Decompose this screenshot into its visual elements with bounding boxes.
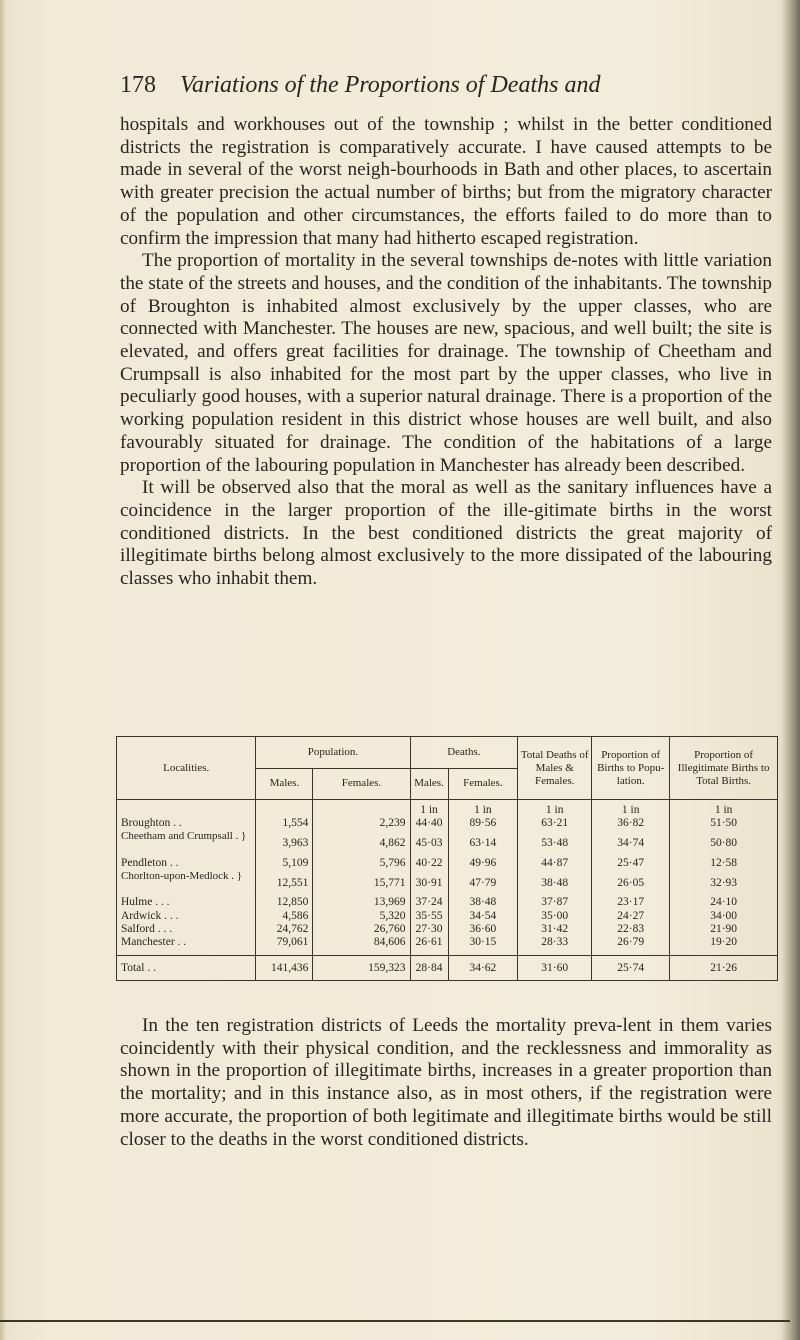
header-deaths-males: Males. [410, 768, 448, 800]
header-total-deaths: Total Deaths of Males & Females. [518, 737, 592, 800]
body-text-after-table [120, 1015, 772, 1151]
table-cell-total-deaths: 53·48 [541, 837, 569, 850]
col-pop-females [313, 800, 410, 956]
table-cell-prop-births: 24·27 [617, 909, 645, 922]
table-cell-prop-illegit: 34·00 [710, 909, 738, 922]
header-proportion-illegitimate: Proportion of Illegitimate Births to Total Births. [670, 737, 778, 800]
page-number: 178 [120, 72, 156, 98]
total-deaths-males: 28·84 [410, 956, 448, 981]
ratio-label: 1 in [545, 804, 564, 816]
table-cell-prop-births: 36·82 [617, 817, 645, 830]
table-cell-prop-births: 26·05 [617, 877, 645, 889]
total-label: Total . . [117, 956, 256, 981]
table-cell-pop-males: 12,551 [276, 877, 309, 889]
ratio-label: 1 in [621, 804, 640, 816]
col-proportion-illegitimate [670, 800, 778, 956]
table-cell-deaths-males: 27·30 [415, 922, 443, 935]
table-cell-pop-males: 24,762 [276, 922, 309, 935]
col-pop-males [256, 800, 313, 956]
table-cell-prop-births: 34·74 [617, 837, 645, 850]
bottom-rule [0, 1320, 790, 1322]
table-cell-locality: Salford . . . [121, 922, 173, 935]
table-cell-pop-males: 5,109 [282, 856, 309, 869]
table-header-row [117, 737, 778, 769]
table-cell-pop-females: 26,760 [373, 922, 406, 935]
table-cell-prop-illegit: 32·93 [710, 877, 738, 889]
ratio-label: 1 in [474, 804, 492, 816]
table-cell-total-deaths: 63·21 [541, 817, 569, 830]
paragraph-1: hospitals and workhouses out of the township ; whilst in the better conditioned districts the registration is comparatively accurate. I have caused attempts to be made in several of the worst neigh-bourhoods in Bath and other places, to ascertain with greater precision the actual number of births; but from the migratory character of the population and other circumstances, the efforts failed to do more than to confirm the impression that many had hitherto escaped registration. [120, 114, 772, 249]
ratio-label: 1 in [420, 804, 438, 816]
table-cell-locality: Ardwick . . . [121, 909, 179, 922]
table-cell-deaths-females: 34·54 [469, 909, 497, 922]
table-cell-total-deaths: 37·87 [541, 896, 569, 909]
table-cell-deaths-males: 40·22 [415, 856, 443, 869]
total-deaths-all: 31·60 [518, 956, 592, 981]
table-cell-deaths-males: 45·03 [415, 837, 443, 850]
table-body-row [117, 800, 778, 956]
table-cell-prop-births: 26·79 [617, 936, 645, 948]
table-cell-pop-males: 3,963 [282, 837, 309, 850]
table-cell-prop-illegit: 50·80 [710, 837, 738, 850]
table-cell-locality: Manchester . . [121, 936, 187, 948]
table-cell-prop-births: 22·83 [617, 922, 645, 935]
col-total-deaths [518, 800, 592, 956]
table-cell-total-deaths: 31·42 [541, 922, 569, 935]
table-cell-locality: Broughton . . [121, 817, 182, 830]
page-edge-shadow [782, 0, 800, 1340]
table-cell-prop-births: 23·17 [617, 896, 645, 909]
header-deaths-females: Females. [448, 768, 518, 800]
table-cell-locality: Hulme . . . [121, 896, 170, 909]
table-total-row [117, 956, 778, 981]
table-cell-deaths-males: 26·61 [415, 936, 443, 948]
ratio-label: 1 in [714, 804, 733, 816]
table-cell-deaths-females: 63·14 [469, 837, 497, 850]
table-cell-deaths-females: 49·96 [469, 856, 497, 869]
paragraph-3: It will be observed also that the moral as well as the sanitary influences have a coincidence in the larger proportion of the ille-gitimate births in the worst conditioned districts. In the best conditioned districts the great majority of illegitimate births belong almost exclusively to the more dissipated of the labouring classes who inhabit them. [120, 477, 772, 590]
table-cell-deaths-males: 30·91 [415, 877, 443, 889]
total-proportion-illegitimate: 21·26 [670, 956, 778, 981]
header-population: Population. [256, 737, 410, 769]
header-localities: Localities. [117, 737, 256, 800]
body-text-before-table [120, 114, 772, 591]
col-deaths-males [410, 800, 448, 956]
table-cell-pop-females: 4,862 [379, 837, 406, 850]
mortality-table [116, 736, 778, 981]
col-deaths-females [448, 800, 518, 956]
table-cell-total-deaths: 44·87 [541, 856, 569, 869]
col-proportion-births [592, 800, 670, 956]
page-gutter [0, 0, 6, 1340]
table-cell-prop-illegit: 51·50 [710, 817, 738, 830]
table-cell-prop-births: 25·47 [617, 856, 645, 869]
mortality-table-container [116, 736, 778, 981]
table-cell-locality: Cheetham and Crumpsall . } [121, 830, 247, 843]
table-cell-deaths-females: 38·48 [469, 896, 497, 909]
table-cell-prop-illegit: 19·20 [710, 936, 738, 948]
table-cell-deaths-females: 36·60 [469, 922, 497, 935]
table-cell-deaths-males: 37·24 [415, 896, 443, 909]
paragraph-2: The proportion of mortality in the several townships de-notes with little variation the state of the streets and houses, and the condition of the inhabitants. The township of Broughton is inhabited almost exclusively by the upper classes, who are connected with Manchester. The houses are new, spacious, and well built; the site is elevated, and offers great facilities for drainage. The township of Cheetham and Crumpsall is also inhabited for the most part by the upper classes, who live in peculiarly good houses, with a superior natural drainage. There is a proportion of the working population resident in this district whose houses are well built, and also favourably situated for drainage. The condition of the habitations of a large proportion of the labouring population in Manchester has already been described. [120, 250, 772, 476]
table-cell-pop-males: 4,586 [282, 909, 309, 922]
table-cell-pop-females: 84,606 [373, 936, 406, 948]
table-cell-locality: Pendleton . . [121, 856, 179, 869]
table-cell-pop-males: 12,850 [276, 896, 309, 909]
total-deaths-females: 34·62 [448, 956, 518, 981]
header-pop-females: Females. [313, 768, 410, 800]
table-cell-deaths-females: 47·79 [469, 877, 497, 889]
table-cell-deaths-females: 30·15 [469, 936, 497, 948]
table-cell-total-deaths: 28·33 [541, 936, 569, 948]
table-cell-total-deaths: 38·48 [541, 877, 569, 889]
table-cell-prop-illegit: 12·58 [710, 856, 738, 869]
table-cell-total-deaths: 35·00 [541, 909, 569, 922]
table-cell-deaths-females: 89·56 [469, 817, 497, 830]
paragraph-4: In the ten registration districts of Leeds the mortality preva-lent in them varies coincidently with their physical condition, and the recklessness and immorality as shown in the proportion of illegitimate births, increases in a greater proportion than the mortality; and in this instance also, as in most others, if the registration were more accurate, the proportion of both legitimate and illegitimate births would be still closer to the deaths in the worst conditioned districts. [120, 1015, 772, 1150]
table-cell-pop-females: 2,239 [379, 817, 406, 830]
header-deaths: Deaths. [410, 737, 518, 769]
table-cell-prop-illegit: 21·90 [710, 922, 738, 935]
table-cell-pop-males: 1,554 [282, 817, 309, 830]
table-cell-pop-females: 15,771 [373, 877, 406, 889]
col-localities [117, 800, 256, 956]
table-cell-pop-females: 5,796 [379, 856, 406, 869]
total-pop-males: 141,436 [256, 956, 313, 981]
table-cell-deaths-males: 44·40 [415, 817, 443, 830]
total-proportion-births: 25·74 [592, 956, 670, 981]
table-cell-prop-illegit: 24·10 [710, 896, 738, 909]
header-pop-males: Males. [256, 768, 313, 800]
table-cell-pop-females: 13,969 [373, 896, 406, 909]
table-cell-pop-males: 79,061 [276, 936, 309, 948]
total-pop-females: 159,323 [313, 956, 410, 981]
table-cell-pop-females: 5,320 [379, 909, 406, 922]
table-cell-locality: Chorlton-upon-Medlock . } [121, 870, 243, 882]
header-proportion-births: Proportion of Births to Popu-lation. [592, 737, 670, 800]
running-title: Variations of the Proportions of Deaths and [180, 72, 601, 98]
running-header [120, 72, 760, 108]
table-cell-deaths-males: 35·55 [415, 909, 443, 922]
